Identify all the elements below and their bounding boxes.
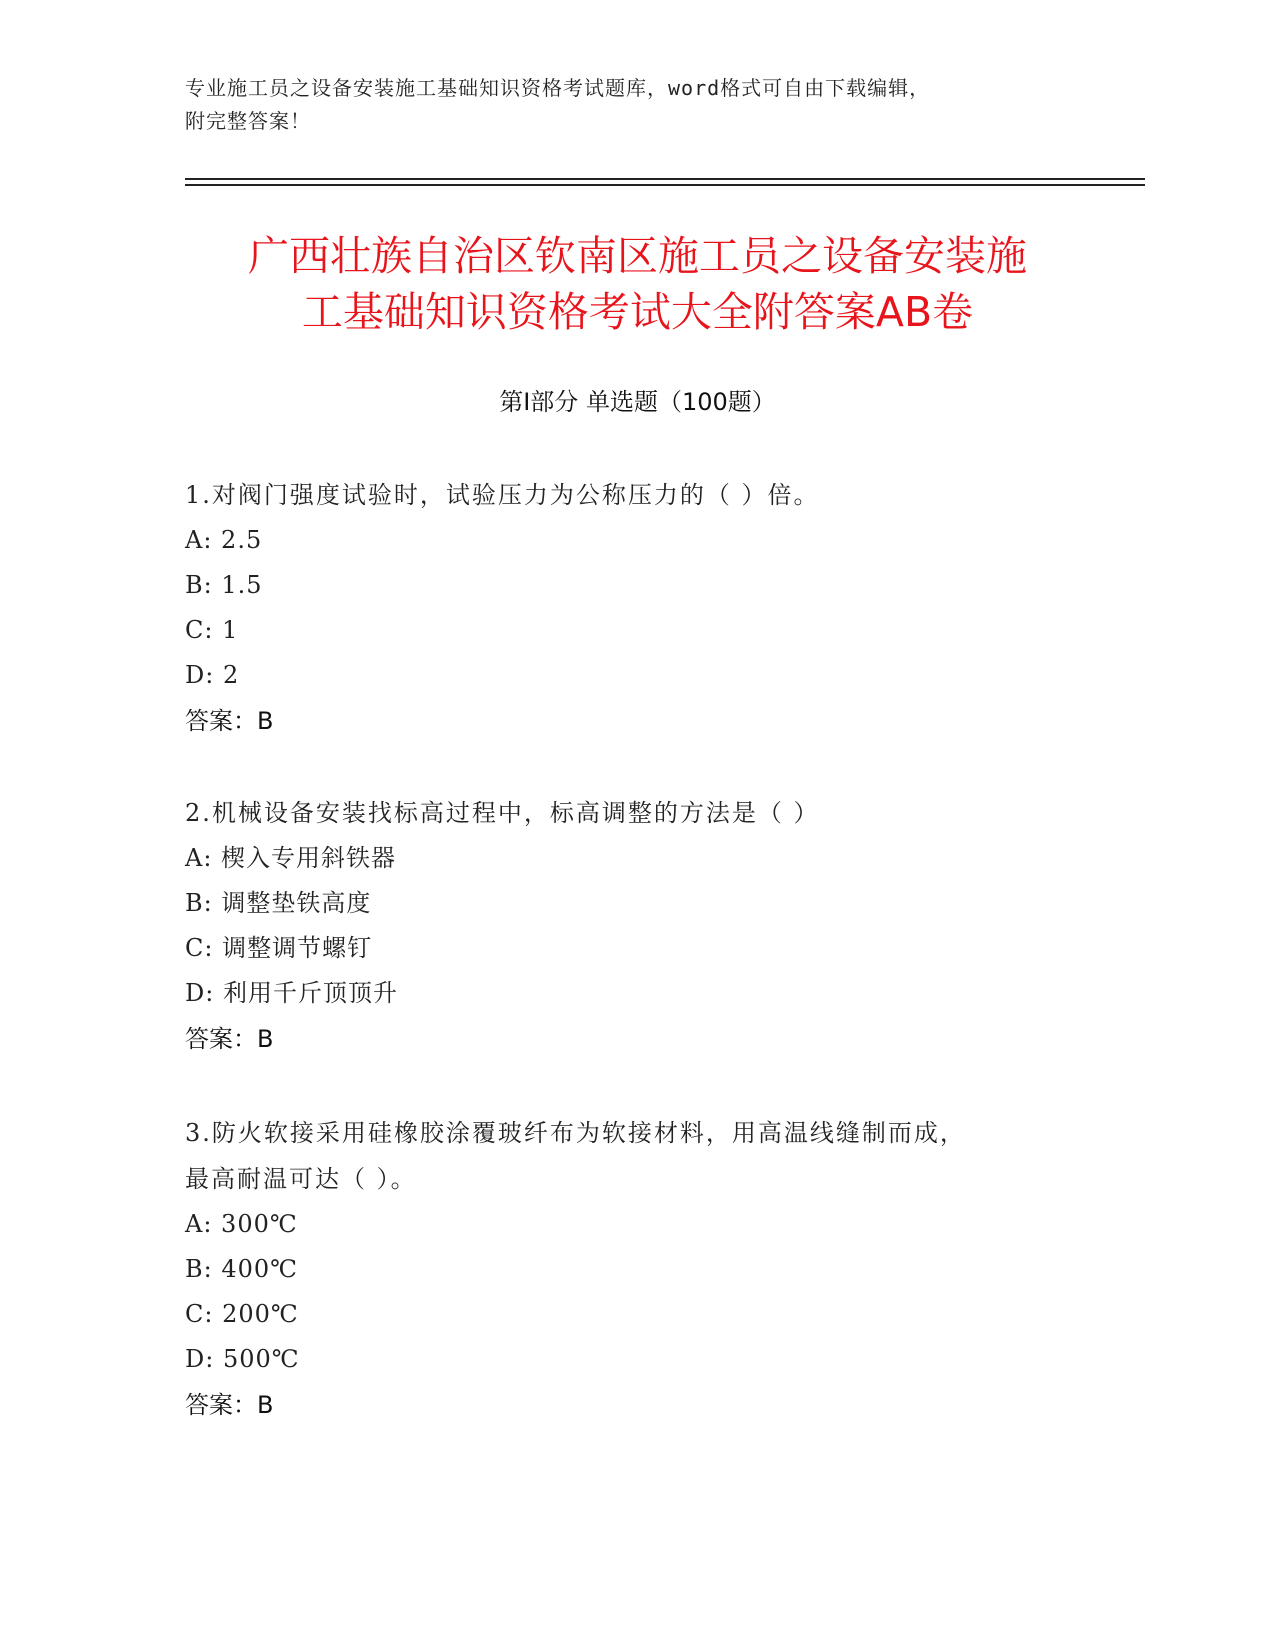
document-title-line-2: 工基础知识资格考试大全附答案AB卷 (301, 288, 974, 336)
question-1 (185, 472, 1085, 744)
option-a: A: 楔入专用斜铁器 (185, 844, 397, 872)
option-b: B: 1.5 (185, 571, 263, 599)
option-c: C: 200℃ (185, 1300, 299, 1328)
document-title-line-1: 广西壮族自治区钦南区施工员之设备安装施 (248, 232, 1027, 280)
option-a: A: 2.5 (185, 526, 263, 554)
option-a: A: 300℃ (185, 1210, 298, 1238)
question-stem: 2.机械设备安装找标高过程中，标高调整的方法是（ ） (185, 799, 820, 827)
header-divider-bottom (185, 184, 1145, 186)
answer: 答案：B (185, 1391, 274, 1419)
header-note (185, 72, 1065, 138)
question-stem: 1.对阀门强度试验时，试验压力为公称压力的（ ）倍。 (185, 481, 820, 509)
question-stem-continued: 最高耐温可达（ ）。 (185, 1165, 417, 1193)
header-note-line-1: 专业施工员之设备安装施工基础知识资格考试题库，word格式可自由下载编辑， (185, 76, 931, 100)
header-divider-top (185, 178, 1145, 180)
answer: 答案：B (185, 707, 274, 735)
question-3 (185, 1110, 1085, 1428)
option-d: D: 500℃ (185, 1345, 300, 1373)
document-title (150, 228, 1125, 340)
answer: 答案：B (185, 1025, 274, 1053)
option-d: D: 2 (185, 661, 240, 689)
question-stem: 3.防火软接采用硅橡胶涂覆玻纤布为软接材料，用高温线缝制而成， (185, 1119, 966, 1147)
section-title: 第I部分 单选题（100题） (499, 388, 776, 416)
option-b: B: 400℃ (185, 1255, 299, 1283)
option-c: C: 1 (185, 616, 239, 644)
option-d: D: 利用千斤顶顶升 (185, 979, 398, 1007)
option-b: B: 调整垫铁高度 (185, 889, 372, 917)
question-2 (185, 790, 1085, 1062)
option-c: C: 调整调节螺钉 (185, 934, 373, 962)
header-note-line-2: 附完整答案！ (185, 109, 311, 133)
